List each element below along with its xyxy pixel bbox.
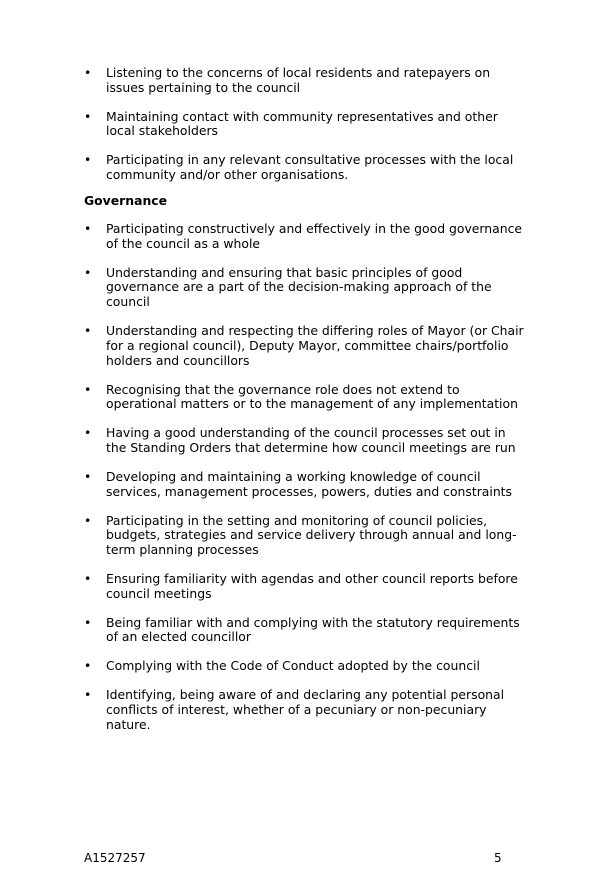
bullet-icon: • (84, 264, 92, 280)
list-item-text-line: the Standing Orders that determine how council meetings are run (106, 439, 516, 455)
list-item-text-line: Being familiar with and complying with the statutory requirements (106, 614, 520, 630)
list-item-text-line: Developing and maintaining a working knowledge of council (106, 468, 481, 484)
list-item-text-line: operational matters or to the management of any implementation (106, 396, 518, 412)
list-item-text-line: of the council as a whole (106, 235, 261, 251)
list-item-text-line: council meetings (106, 585, 212, 601)
intro-bullet-list (84, 66, 524, 197)
list-item-text-line: Participating in the setting and monitoring of council policies, (106, 512, 488, 528)
list-item (84, 514, 524, 558)
list-item-text-line: of an elected councillor (106, 629, 251, 645)
list-item-text-line: Maintaining contact with community representatives and other (106, 108, 498, 124)
list-item (84, 572, 524, 601)
bullet-icon: • (84, 687, 92, 703)
list-item-text-line: term planning processes (106, 542, 259, 558)
list-item-text-line: services, management processes, powers, duties and constraints (106, 483, 512, 499)
list-item-text-line: conflicts of interest, whether of a pecuniary or non-pecuniary (106, 702, 487, 718)
list-item-text-line: community and/or other organisations. (106, 167, 349, 183)
bullet-icon: • (84, 323, 92, 339)
list-item-text-line: for a regional council), Deputy Mayor, committee chairs/portfolio (106, 337, 509, 353)
list-item-text-line: Listening to the concerns of local residents and ratepayers on (106, 65, 491, 80)
list-item (84, 688, 524, 732)
bullet-icon: • (84, 65, 92, 80)
bullet-icon: • (84, 381, 92, 397)
list-item (84, 266, 524, 310)
list-item (84, 659, 524, 674)
footer-page-number: 5 (494, 851, 502, 865)
list-item (84, 153, 524, 182)
list-item-text-line: nature. (106, 716, 151, 732)
list-item (84, 66, 524, 95)
list-item (84, 426, 524, 455)
list-item-text-line: Participating in any relevant consultative processes with the local (106, 152, 514, 168)
list-item (84, 324, 524, 368)
bullet-icon: • (84, 221, 92, 236)
list-item-text-line: Participating constructively and effectively in the good governance (106, 221, 523, 236)
list-item-text-line: budgets, strategies and service delivery through annual and long- (106, 527, 517, 543)
bullet-icon: • (84, 512, 92, 528)
list-item-text-line: Recognising that the governance role does not extend to (106, 381, 460, 397)
list-item (84, 110, 524, 139)
list-item-text-line: Understanding and ensuring that basic principles of good (106, 264, 463, 280)
governance-bullet-list (84, 222, 524, 747)
bullet-icon: • (84, 571, 92, 587)
footer-document-id: A1527257 (84, 851, 146, 865)
bullet-icon: • (84, 425, 92, 441)
section-heading-governance: Governance (84, 193, 168, 208)
list-item (84, 616, 524, 645)
list-item-text-line: holders and councillors (106, 352, 250, 368)
list-item (84, 222, 524, 251)
list-item-text-line: council (106, 294, 150, 310)
list-item-text-line: issues pertaining to the council (106, 79, 301, 95)
list-item (84, 383, 524, 412)
list-item-text-line: Ensuring familiarity with agendas and other council reports before (106, 571, 518, 587)
bullet-icon: • (84, 658, 92, 674)
list-item-text-line: local stakeholders (106, 123, 218, 139)
bullet-icon: • (84, 152, 92, 168)
list-item-text-line: Identifying, being aware of and declaring any potential personal (106, 687, 505, 703)
list-item-text-line: Understanding and respecting the differing roles of Mayor (or Chair (106, 323, 524, 339)
bullet-icon: • (84, 108, 92, 124)
bullet-icon: • (84, 614, 92, 630)
list-item-text-line: governance are a part of the decision-making approach of the (106, 279, 492, 295)
list-item-text-line: Complying with the Code of Conduct adopted by the council (106, 658, 480, 674)
list-item (84, 470, 524, 499)
bullet-icon: • (84, 468, 92, 484)
list-item-text-line: Having a good understanding of the council processes set out in (106, 425, 506, 441)
